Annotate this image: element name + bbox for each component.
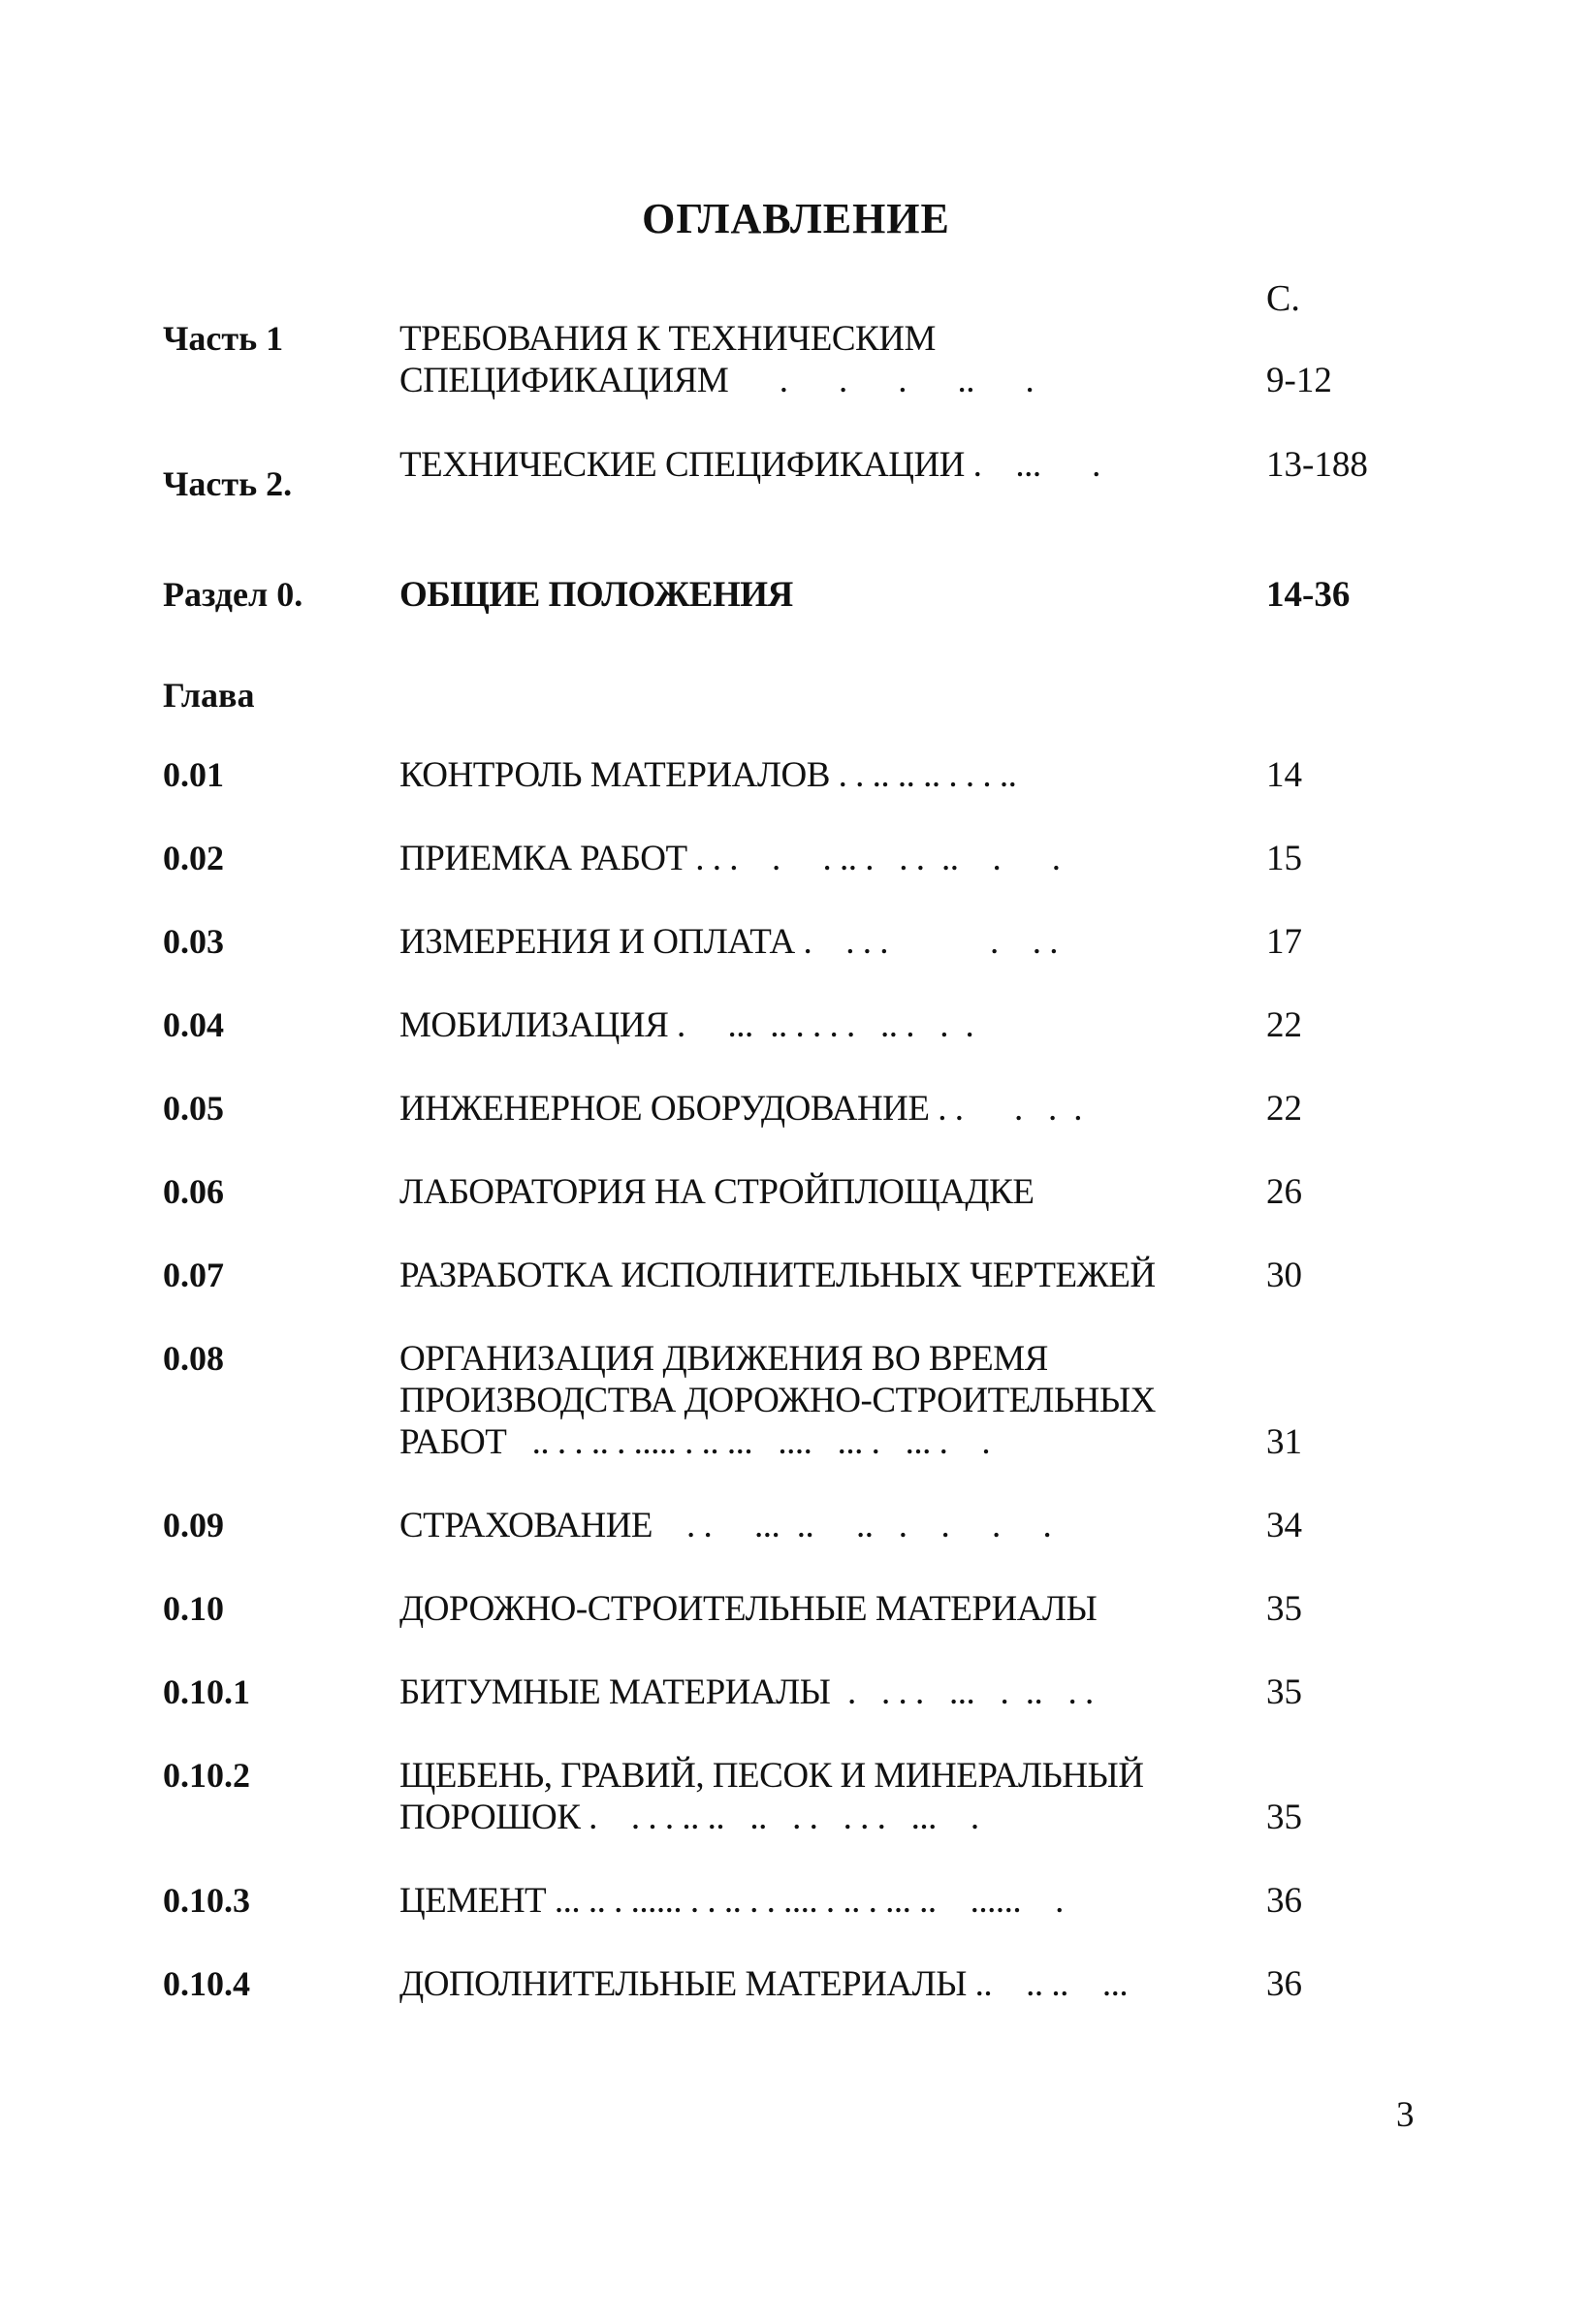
toc-entry-page: 36 bbox=[1266, 1964, 1302, 2004]
toc-entry-label: 0.03 bbox=[163, 922, 224, 961]
toc-entry-page: 14-36 bbox=[1266, 575, 1351, 615]
toc-entry-page: 31 bbox=[1266, 1422, 1302, 1462]
toc-entry-title: ЩЕБЕНЬ, ГРАВИЙ, ПЕСОК И МИНЕРАЛЬНЫЙ ПОРОШОК . . . . .. .. .. . . . . . ... . bbox=[399, 1756, 1144, 1837]
toc-entry-title: БИТУМНЫЕ МАТЕРИАЛЫ . . . . ... . .. . . bbox=[399, 1672, 1094, 1712]
toc-entry-page: 35 bbox=[1266, 1798, 1302, 1837]
toc-entry-title: ТРЕБОВАНИЯ К ТЕХНИЧЕСКИМ СПЕЦИФИКАЦИЯМ . . . .. . bbox=[399, 319, 1035, 400]
toc-entry-page: 30 bbox=[1266, 1256, 1302, 1295]
toc-entry-title: ИЗМЕРЕНИЯ И ОПЛАТА . . . . . . . bbox=[399, 922, 1059, 962]
page-number: 3 bbox=[1396, 2095, 1415, 2135]
toc-entry-label: 0.04 bbox=[163, 1005, 224, 1044]
toc-entry-label: 0.01 bbox=[163, 755, 224, 794]
toc-entry-title: КОНТРОЛЬ МАТЕРИАЛОВ . . .. .. .. . . . .. bbox=[399, 755, 1017, 795]
toc-entry-title: ЦЕМЕНТ ... .. . ...... . . .. . . .... . .. . ... .. ...... . bbox=[399, 1881, 1064, 1921]
toc-entry-label: Часть 2. bbox=[163, 464, 293, 503]
toc-entry-page: 22 bbox=[1266, 1089, 1302, 1129]
toc-entry-label: 0.05 bbox=[163, 1089, 224, 1128]
toc-entry-title: ИНЖЕНЕРНОЕ ОБОРУДОВАНИЕ . . . . . bbox=[399, 1089, 1082, 1129]
toc-entry-page: 17 bbox=[1266, 922, 1302, 962]
toc-entry-title: ДОРОЖНО-СТРОИТЕЛЬНЫЕ МАТЕРИАЛЫ bbox=[399, 1589, 1098, 1629]
toc-entry-label: 0.02 bbox=[163, 839, 224, 877]
toc-entry-page: 26 bbox=[1266, 1172, 1302, 1212]
toc-entry-title: СТРАХОВАНИЕ . . ... .. .. . . . . bbox=[399, 1506, 1052, 1545]
toc-entry-page: 34 bbox=[1266, 1506, 1302, 1545]
toc-entry-label: 0.10 bbox=[163, 1589, 224, 1628]
toc-entry-page: 15 bbox=[1266, 839, 1302, 878]
toc-entry-label: 0.09 bbox=[163, 1506, 224, 1544]
toc-entry-title: ТЕХНИЧЕСКИЕ СПЕЦИФИКАЦИИ . ... . bbox=[399, 445, 1100, 485]
toc-entry-page: 9-12 bbox=[1266, 361, 1332, 400]
page-title: ОГЛАВЛЕНИЕ bbox=[642, 195, 950, 242]
toc-entry-title: ДОПОЛНИТЕЛЬНЫЕ МАТЕРИАЛЫ .. .. .. ... bbox=[399, 1964, 1129, 2004]
toc-entry-title: ПРИЕМКА РАБОТ . . . . . .. . . . .. . . bbox=[399, 839, 1069, 878]
toc-entry-page: 22 bbox=[1266, 1005, 1302, 1045]
toc-entry-title: ОБЩИЕ ПОЛОЖЕНИЯ bbox=[399, 575, 793, 615]
toc-entry-label: Раздел 0. bbox=[163, 575, 303, 614]
page-column-header: С. bbox=[1266, 278, 1300, 319]
toc-entry-page: 35 bbox=[1266, 1589, 1302, 1629]
toc-entry-label: 0.10.2 bbox=[163, 1756, 250, 1795]
toc-entry-label: 0.10.4 bbox=[163, 1964, 250, 2003]
toc-entry-title: ЛАБОРАТОРИЯ НА СТРОЙПЛОЩАДКЕ bbox=[399, 1172, 1035, 1212]
toc-entry-title: ОРГАНИЗАЦИЯ ДВИЖЕНИЯ ВО ВРЕМЯ ПРОИЗВОДСТВА ДОРОЖНО-СТРОИТЕЛЬНЫХ РАБОТ .. . . .. . ..... . .. ... .... ... . ... . . bbox=[399, 1339, 1156, 1462]
toc-entry-page: 14 bbox=[1266, 755, 1302, 795]
toc-entry-label: 0.06 bbox=[163, 1172, 224, 1211]
chapter-group-label: Глава bbox=[163, 676, 255, 715]
toc-entry-title: РАЗРАБОТКА ИСПОЛНИТЕЛЬНЫХ ЧЕРТЕЖЕЙ bbox=[399, 1256, 1156, 1295]
toc-entry-label: 0.10.1 bbox=[163, 1672, 250, 1711]
toc-entry-page: 35 bbox=[1266, 1672, 1302, 1712]
toc-entry-label: 0.08 bbox=[163, 1339, 224, 1378]
toc-entry-page: 36 bbox=[1266, 1881, 1302, 1921]
toc-entry-page: 13-188 bbox=[1266, 445, 1368, 485]
toc-entry-title: МОБИЛИЗАЦИЯ . ... .. . . . . .. . . . bbox=[399, 1005, 974, 1045]
toc-entry-label: Часть 1 bbox=[163, 319, 284, 358]
toc-entry-label: 0.07 bbox=[163, 1256, 224, 1294]
toc-entry-label: 0.10.3 bbox=[163, 1881, 250, 1920]
